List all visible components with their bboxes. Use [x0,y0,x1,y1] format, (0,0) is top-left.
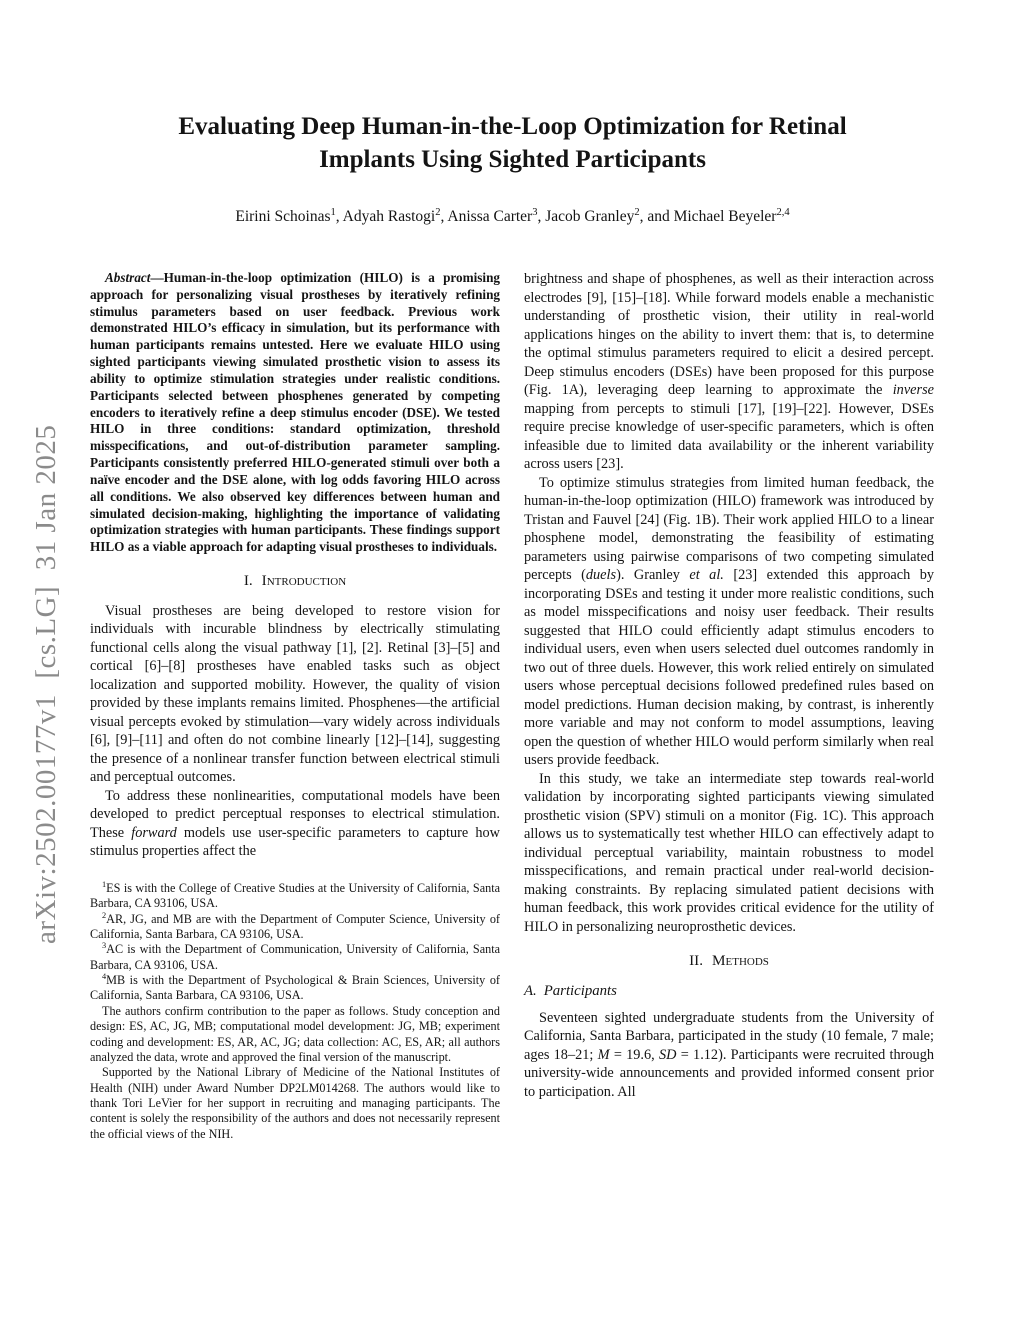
methods-paragraph-1: Seventeen sighted undergraduate students from the University of California, Santa Barbara, participated in the study (10 female, 7 male; ages 18–21; M = 19.6, SD = 1.12). Participants were recruited through university-wide announcements and provided informed consent prior to participation. All [524,1009,934,1100]
intro-paragraph-4: To optimize stimulus strategies from limited human feedback, the human-in-the-loop optimization (HILO) framework was introduced by Tristan and Fauvel [24] (Fig. 1B). Their work applied HILO to a linear phosphene model, demonstrating the feasibility of estimating parameters using pairwise comparisons of two competing simulated percepts (duels). Granley et al. [23] extended this approach by incorporating DSEs and testing it under more realistic conditions, such as model misspecifications and noisy user feedback. Their results suggested that HILO could efficiently adapt stimulus encoders to individual users, even when users selected duel outcomes randomly in two out of three duels. However, this work relied entirely on simulated users whose perceptual decisions followed predefined rules based on model predictions. Human decision making, by contrast, is inherently more variable and may not conform to model assumptions, leaving open the question of whether HILO would perform similarly when real users provide feedback. [524,474,935,768]
section-title: Methods [712,952,769,969]
left-column [90,270,500,1142]
subsection-heading-participants [524,982,934,1001]
footnote-2: $^2$AR, JG, and MB are with the Department of Computer Science, University of California, Santa Barbara, CA 93106, USA. [90,910,500,941]
intro-paragraph-1: Visual prostheses are being developed to restore vision for individuals with incurable blindness by electrically stimulating functional cells along the visual pathway [1], [2]. Retinal [3]–[5] and cortical [6]–[8] prostheses have enabled tasks such as object localization and supported mobility. However, the quality of vision provided by these implants remains limited. Phosphenes—the artificial visual percepts evoked by stimulation—vary widely across individuals [6], [9]–[11] and often do not combine linearly [12]–[14], suggesting the presence of a nonlinear transfer function between electrical stimuli and perceptual outcomes. [90,602,500,786]
section-heading-methods [524,951,934,971]
arxiv-watermark: arXiv:2502.00177v1 [cs.LG] 31 Jan 2025 [30,424,62,944]
footnotes-block [90,881,500,1142]
paper-content [90,110,935,1142]
section-heading-introduction [90,571,500,591]
footnote-3: $^3$AC is with the Department of Communication, University of California, Santa Barbara, CA 93106, USA. [90,941,500,972]
intro-paragraph-5: In this study, we take an intermediate step towards real-world validation by incorporating sighted participants viewing simulated prosthetic vision (SPV) stimuli on a monitor (Fig. 1C). This approach allows us to systematically test whether HILO can effectively adapt to individual perceptual variability, maintain robustness to model misspecifications, and remain practical under real-world decision-making constraints. By replacing simulated patient decisions with human feedback, this work provides critical evidence for the utility of HILO in personalizing neuroprosthetic devices. [524,770,934,935]
footnote-4: $^4$MB is with the Department of Psychological & Brain Sciences, University of California, Santa Barbara, CA 93106, USA. [90,971,500,1003]
section-title: Introduction [261,572,347,590]
section-number: I. [243,572,253,590]
footnote-contributions: The authors confirm contribution to the paper as follows. Study conception and design: ES, AC, JG, MB; computational model development: JG, MB; experiment coding and development: ES, AR, AC, JG; data collection: AC, ES, AR; all authors analyzed the data, wrote and approved the final version of the manuscript. [90,1003,500,1064]
author-list: Eirini Schoinas$^1$, Adyah Rastogi$^2$, Anissa Carter$^3$, Jacob Granley$^2$, and Michael Beyeler$^{2,4}$ [235,206,790,225]
footnote-funding: Supported by the National Library of Medicine of the National Institutes of Health (NIH) under Award Number DP2LM014268. The authors would like to thank Tori LeVier for her support in recruiting and managing participants. The content is solely the responsibility of the authors and does not necessarily represent the official views of the NIH. [90,1065,500,1141]
footnote-1: $^1$ES is with the College of Creative Studies at the University of California, Santa Barbara, CA 93106, USA. [90,879,500,911]
subsection-label: A. [524,982,537,999]
intro-paragraph-2-continuation: brightness and shape of phosphenes, as well as their interaction across electrodes [9], [15]–[18]. While forward models enable a mechanistic understanding of prosthetic vision, their utility in real-world applications hinges on the ability to invert them: that is, to determine the optimal stimulus parameters required to elicit a desired percept. Deep stimulus encoders (DSEs) have been proposed for this purpose (Fig. 1A), leveraging deep learning to approximate the inverse mapping from percepts to stimuli [17], [19]–[22]. However, DSEs require precise knowledge of user-specific parameters, which is often infeasible due to limited data availability or the inherent variability across users [23]. [524,271,934,472]
abstract-paragraph: Abstract—Human-in-the-loop optimization (HILO) is a promising approach for personalizing visual prostheses by iteratively refining stimulus parameters based on user feedback. Previous work demonstrated HILO’s efficacy in simulation, but its performance with human participants remains untested. Here we evaluate HILO using sighted participants viewing simulated prosthetic vision to assess its ability to optimize stimulation strategies under realistic conditions. Participants selected between phosphenes generated by competing encoders to iteratively refine a deep stimulus encoder (DSE). We tested HILO in three conditions: standard optimization, threshold misspecifications, and out-of-distribution parameter sampling. Participants consistently preferred HILO-generated stimuli over both a naïve encoder and the DSE alone, with log odds favoring HILO across all conditions. We also observed key differences between human and simulated decision-making, highlighting the importance of validating optimization strategies with human participants. These findings support HILO as a viable approach for adapting visual prostheses to individuals. [90,270,500,555]
subsection-title: Participants [543,982,617,999]
section-number: II. [689,952,703,969]
intro-paragraph-2: To address these nonlinearities, computational models have been developed to predict perceptual responses to electrical stimulation. These forward models use user-specific parameters to capture how stimulus properties affect the [90,787,500,860]
paper-title: Evaluating Deep Human-in-the-Loop Optimization for Retinal Implants Using Sighted Participants [178,113,847,173]
two-column-body [90,270,935,1142]
right-column [524,270,934,1142]
